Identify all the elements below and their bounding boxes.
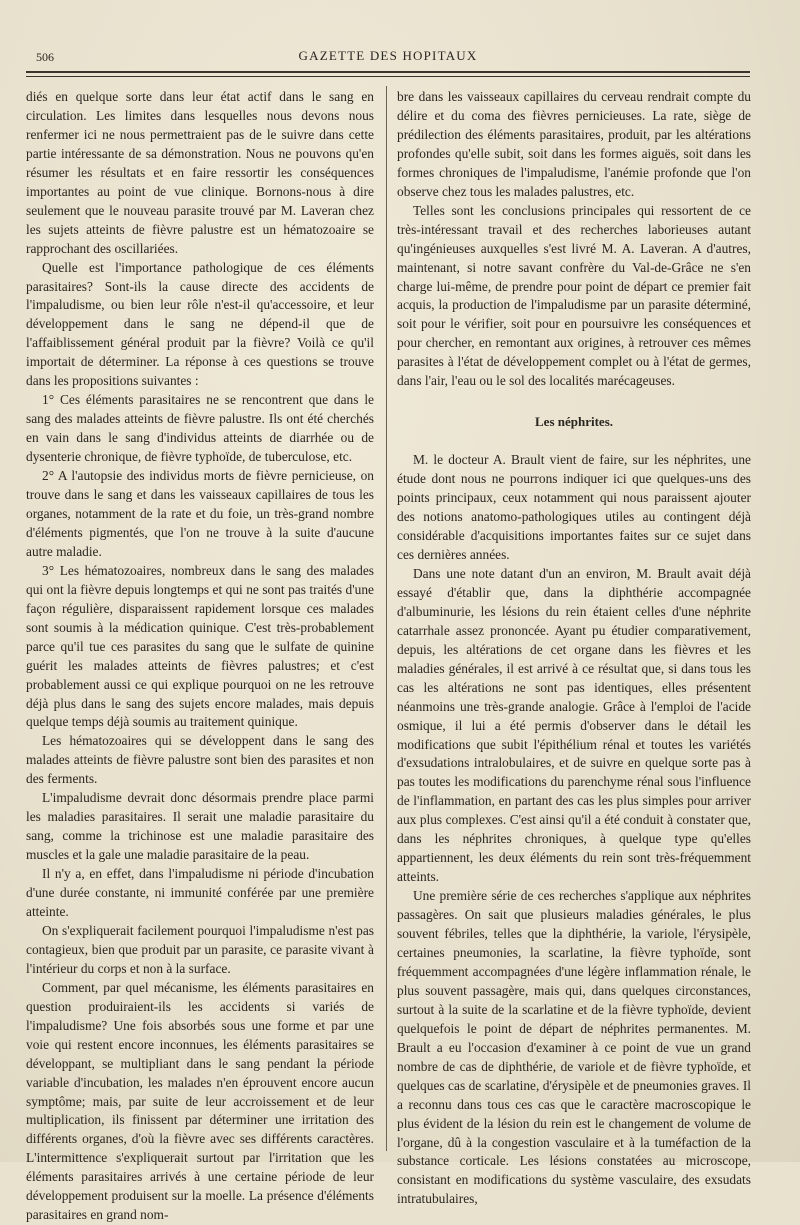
section-title: Les néphrites.: [535, 414, 613, 430]
paragraph: Les hématozoaires qui se développent dans le sang des malades atteints de fièvre palustre sont bien des parasites et non des ferments.: [26, 733, 374, 787]
left-column: [26, 88, 374, 1225]
right-column: [397, 88, 751, 1209]
paragraph: M. le docteur A. Brault vient de faire, sur les néphrites, une étude dont nous ne pourrons indiquer ici que quelques-uns des points principaux, ceux notamment qui nous paraissent ajouter des notions anatomo-pathologiques utiles au contingent déjà considérable d'acquisitions importantes faites sur ce sujet dans ces dernières années.: [397, 452, 751, 562]
paragraph: Une première série de ces recherches s'applique aux néphrites passagères. On sait que plusieurs maladies générales, le plus souvent fébriles, telles que la diphthérie, la variole, l'érysipèle, certaines pneumonies, la scarlatine, la fièvre typhoïde, sont fréquemment accompagnées d'une légère inflammation rénale, le plus souvent passagère, mais qui, dans quelques circonstances, surtout à la suite de la scarlatine et de la fièvre typhoïde, devient quelquefois le point de départ de néphrites permanentes. M. Brault a eu l'occasion d'examiner à ce point de vue un grand nombre de cas de diphthérie, de variole et de fièvre typhoïde, et quelques cas de scarlatine, d'érysipèle et de pneumonies graves. Il a reconnu dans tous ces cas que le caractère macroscopique le plus évident de la lésion du rein est le changement de volume de l'organe, dû à la congestion vasculaire et à la tuméfaction de la substance corticale. Les lésions constatées au microscope, consistant en modifications du système vasculaire, des exsudats intratubulaires,: [397, 888, 751, 1207]
paragraph: Comment, par quel mécanisme, les éléments parasitaires en question produiraient-ils les accidents si variés de l'impaludisme? Une fois absorbés sous une forme et par une voie qui restent encore inconnues, les éléments parasitaires se développant, se multipliant dans le sang pendant la période variable d'incubation, les malades n'en éprouvent encore aucun symptôme; mais, par suite de leur accroissement et de leur multiplication, ils finissent par déterminer une irritation des différents organes, d'où la fièvre avec ses différents caractères. L'intermittence s'expliquerait surtout par l'irritation que les éléments parasitaires arrivés à une certaine période de leur développement produisent sur la moelle. La présence d'éléments parasitaires en grand nom-: [26, 979, 374, 1223]
paragraph: L'impaludisme devrait donc désormais prendre place parmi les maladies parasitaires. Il serait une maladie parasitaire du sang, comme la trichinose est une maladie parasitaire des muscles et la gale une maladie parasitaire de la peau.: [26, 790, 374, 863]
page-header: [26, 42, 750, 68]
page-number: 506: [36, 50, 54, 64]
header-rule: [26, 71, 750, 73]
paragraph: Dans une note datant d'un an environ, M. Brault avait déjà essayé d'établir que, dans la diphthérie accompagnée d'albuminurie, les lésions du rein étaient celles d'une néphrite catarrhale assez prononcée. Ayant pu étudier comparativement, depuis, les altérations de cet organe dans les fièvres et les maladies générales, il est arrivé à ce résultat que, si dans tous les cas les altérations ne sont pas identiques, elles présentent néanmoins une très-grande analogie. Grâce à l'emploi de l'acide osmique, il lui a été permis d'observer dans le détail les modifications que subit l'épithélium rénal et toutes les variétés d'exsudations intralobulaires, et de suivre en quelque sorte pas à pas toutes les modifications du parenchyme rénal sous l'influence de l'inflammation, en partant des cas les plus simples pour arriver aux plus complexes. C'est ainsi qu'il a été conduit à constater que, dans les néphrites chroniques, à quelque type qu'elles appartiennent, les deux éléments du rein sont très-fréquemment atteints.: [397, 565, 751, 885]
header-rule-thin: [26, 76, 750, 77]
paragraph: Quelle est l'importance pathologique de ces éléments parasitaires? Sont-ils la cause directe des accidents de l'impaludisme, ou bien leur rôle n'est-il qu'accessoire, et leur développement dans le sang ne dépend-il que de l'affaiblissement général produit par la fièvre? Voilà ce qu'il importait de déterminer. La réponse à ces questions se trouve dans les propositions suivantes :: [26, 259, 374, 389]
paragraph: 2° A l'autopsie des individus morts de fièvre pernicieuse, on trouve dans le sang et dans les vaisseaux capillaires de tous les organes, notamment de la rate et du foie, un très-grand nombre d'éléments pigmentés, que l'on ne trouve à la suite d'aucune autre maladie.: [26, 468, 374, 559]
paragraph: Telles sont les conclusions principales qui ressortent de ce très-intéressant travail et des recherches laborieuses autant qu'ingénieuses auxquelles s'est livré M. A. Laveran. A d'autres, maintenant, si notre savant confrère du Val-de-Grâce ne s'en charge lui-même, de prendre pour point de départ ce premier fait acquis, la production de l'impaludisme par un parasite déterminé, soit pour le vérifier, soit pour en poursuivre les conséquences et pour chercher, en remontant aux origines, à retrouver ces mêmes parasites à l'état de développement complet ou à l'état de germes, dans l'air, l'eau ou le sol des localités marécageuses.: [397, 202, 751, 389]
column-divider: [386, 86, 387, 1151]
journal-title: GAZETTE DES HOPITAUX: [298, 48, 478, 63]
paragraph: diés en quelque sorte dans leur état actif dans le sang en circulation. Les limites dans lesquelles nous devons nous renfermer ici ne nous permettraient pas de le suivre dans cette partie intéressante de sa démonstration. Nous ne pouvons qu'en résumer les résultats et en faire ressortir les conséquences importantes au point de vue clinique. Bornons-nous à dire seulement que le nouveau parasite trouvé par M. Laveran chez les sujets atteints de fièvre palustre est un hématozoaire se rapprochant des oscillariées.: [26, 89, 374, 256]
paragraph: On s'expliquerait facilement pourquoi l'impaludisme n'est pas contagieux, bien que produit par un parasite, ce parasite vivant à l'intérieur du corps et non à la surface.: [26, 922, 374, 976]
paragraph: 3° Les hématozoaires, nombreux dans le sang des malades qui ont la fièvre depuis longtemps et qui ne sont pas traités d'une façon régulière, disparaissent rapidement lorsque ces malades sont soumis à la médication quinique. C'est très-probablement parce qu'il tue ces parasites du sang que le sulfate de quinine guérit les malades atteints de fièvres palustres; et c'est probablement aussi ce qui explique pourquoi on ne les retrouve déjà plus dans le sang des sujets encore malades, mais depuis quelque temps déjà soumis au traitement quinique.: [26, 562, 374, 730]
paragraph: Il n'y a, en effet, dans l'impaludisme ni période d'incubation d'une durée constante, ni immunité conférée par une première atteinte.: [26, 866, 374, 919]
paragraph: 1° Ces éléments parasitaires ne se rencontrent que dans le sang des malades atteints de fièvre palustre. Ils ont été cherchés en vain dans le sang d'individus atteints de diarrhée ou de dysenterie chronique, de fièvre typhoïde, de tuberculose, etc.: [26, 392, 374, 465]
paragraph: bre dans les vaisseaux capillaires du cerveau rendrait compte du délire et du coma des fièvres pernicieuses. La rate, siège de prédilection des éléments parasitaires, produit, par les altérations profondes qu'elle subit, soit dans les formes aiguës, soit dans les formes chroniques de l'impaludisme, l'anémie profonde que l'on observe chez tous les malades palustres, etc.: [397, 89, 751, 199]
